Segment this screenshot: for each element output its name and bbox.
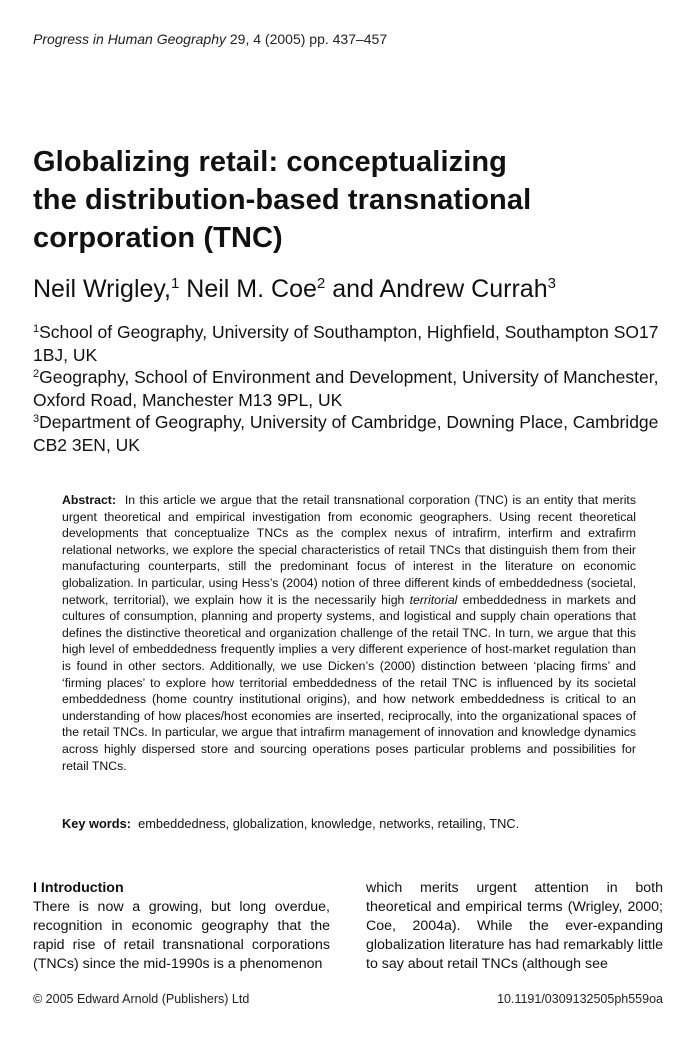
intro-text-left: There is now a growing, but long overdue, recognition in economic geography that the rapid rise of retail transnational corporations (TNCs) since the mid-1990s is a phenomenon [33, 899, 330, 972]
title-line-2: the distribution-based transnational [33, 184, 532, 216]
abstract-text-continued: embeddedness in markets and cultures of consumption, planning and property systems, and logistical and supply chain operations that defines the distinctive theoretical and organization challenge of the retail TNC. In turn, we argue that this high level of embeddedness frequently implies a very different experience of host-market regulation than is found in other sectors. Additionally, we use Dicken’s (2000) distinction between ‘placing firms’ and ‘firming places’ to explore how territorial embeddedness of the retail TNC is influenced by its societal embeddedness (home country institutional origins), and how network embeddedness is critical to an understanding of how places/host economies are inserted, reciprocally, into the organizational spaces of the retail TNCs. In particular, we argue that intrafirm management of innovation and knowledge dynamics across highly dispersed store and sourcing operations poses particular problems and possibilities for retail TNCs. [62, 592, 636, 773]
affiliation-2 [33, 366, 673, 411]
footer-doi: 10.1191/0309132505ph559oa [497, 992, 663, 1006]
keywords-label: Key words: [62, 816, 131, 831]
keywords-list: embeddedness, globalization, knowledge, networks, retailing, TNC. [138, 816, 520, 831]
author-affiliation-mark: 1 [171, 275, 180, 292]
footer-copyright: © 2005 Edward Arnold (Publishers) Ltd [33, 992, 250, 1006]
abstract-label: Abstract: [62, 493, 116, 507]
affiliation-text: Geography, School of Environment and Development, University of Manchester, Oxford Road, Manchester M13 9PL, UK [33, 367, 659, 410]
affiliation-mark: 1 [33, 323, 40, 335]
author-name: Neil Wrigley, [33, 275, 171, 303]
abstract-italic-term: territorial [409, 592, 458, 607]
section-heading: I Introduction [33, 880, 124, 896]
body-column-right [366, 879, 663, 974]
keywords [62, 816, 642, 832]
affiliation-text: School of Geography, University of Southampton, Highfield, Southampton SO17 1BJ, UK [33, 322, 659, 365]
author-affiliation-mark: 2 [316, 275, 326, 292]
affiliation-mark: 2 [33, 368, 40, 380]
affiliation-mark: 3 [33, 413, 40, 425]
affiliations [33, 321, 673, 456]
abstract-text: In this article we argue that the retail transnational corporation (TNC) is an entity that merits urgent theoretical and empirical investigation from economic geographers. Using recent theoretical developments that conceptualize TNCs as the complex nexus of intrafirm, interfirm and extrafirm relational networks, we explore the special characteristics of retail TNCs that distinguish them from their manufacturing counterparts, still the predominant focus of interest in the literature on economic globalization. In particular, using Hess’s (2004) notion of three different kinds of embeddedness (societal, network, territorial), we explain how it is the necessarily high [62, 493, 636, 607]
title-line-3: corporation (TNC) [33, 222, 283, 254]
affiliation-1 [33, 321, 673, 366]
journal-citation [33, 31, 387, 47]
author-list [33, 272, 556, 306]
affiliation-3 [33, 411, 673, 456]
volume-pages: 29, 4 (2005) pp. 437–457 [229, 31, 388, 47]
intro-text-right: which merits urgent attention in both theoretical and empirical terms (Wrigley, 2000; Coe, 2004a). While the ever-expanding globalization literature has had remarkably little to say about retail TNCs (although see [366, 880, 663, 972]
author-name: Neil M. Coe [186, 275, 317, 303]
author-name: and Andrew Currah [332, 275, 548, 303]
affiliation-text: Department of Geography, University of Cambridge, Downing Place, Cambridge CB2 3EN, UK [33, 412, 659, 455]
author-affiliation-mark: 3 [547, 275, 556, 292]
article-title [33, 143, 653, 257]
abstract [62, 492, 636, 774]
journal-name: Progress in Human Geography [33, 31, 226, 47]
body-column-left [33, 879, 330, 974]
title-line-1: Globalizing retail: conceptualizing [33, 146, 507, 178]
